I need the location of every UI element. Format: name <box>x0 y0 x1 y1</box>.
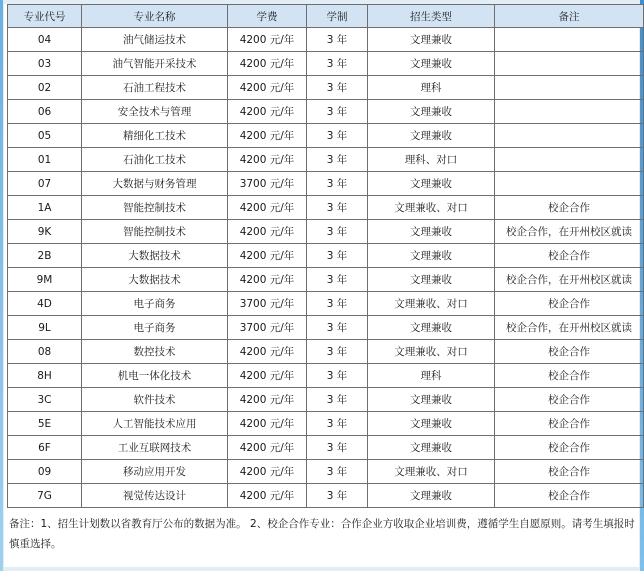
header-major-name: 专业名称 <box>82 5 228 28</box>
table-row <box>8 460 644 484</box>
cell-duration: 3 年 <box>307 436 368 460</box>
cell-duration: 3 年 <box>307 76 368 100</box>
table-row <box>8 196 644 220</box>
header-major-code: 专业代号 <box>8 5 82 28</box>
cell-remarks <box>495 100 644 124</box>
cell-remarks: 校企合作 <box>495 412 644 436</box>
cell-major-name: 油气储运技术 <box>82 28 228 52</box>
table-row <box>8 388 644 412</box>
cell-remarks: 校企合作，在开州校区就读 <box>495 268 644 292</box>
cell-enrollment-type: 文理兼收、对口 <box>368 292 495 316</box>
cell-enrollment-type: 文理兼收 <box>368 316 495 340</box>
cell-major-name: 智能控制技术 <box>82 220 228 244</box>
cell-remarks <box>495 76 644 100</box>
left-edge-decoration <box>0 0 3 571</box>
table-row <box>8 220 644 244</box>
cell-duration: 3 年 <box>307 484 368 508</box>
cell-major-code: 05 <box>8 124 82 148</box>
cell-enrollment-type: 文理兼收 <box>368 28 495 52</box>
cell-enrollment-type: 文理兼收 <box>368 412 495 436</box>
table-row <box>8 52 644 76</box>
cell-duration: 3 年 <box>307 460 368 484</box>
cell-major-name: 油气智能开采技术 <box>82 52 228 76</box>
cell-duration: 3 年 <box>307 388 368 412</box>
cell-remarks: 校企合作 <box>495 244 644 268</box>
cell-major-code: 04 <box>8 28 82 52</box>
header-tuition: 学费 <box>228 5 307 28</box>
cell-major-name: 机电一体化技术 <box>82 364 228 388</box>
cell-major-code: 7G <box>8 484 82 508</box>
cell-major-code: 08 <box>8 340 82 364</box>
cell-major-name: 工业互联网技术 <box>82 436 228 460</box>
cell-major-name: 大数据与财务管理 <box>82 172 228 196</box>
cell-major-code: 4D <box>8 292 82 316</box>
cell-enrollment-type: 文理兼收 <box>368 100 495 124</box>
table-row <box>8 76 644 100</box>
cell-enrollment-type: 文理兼收、对口 <box>368 340 495 364</box>
cell-duration: 3 年 <box>307 340 368 364</box>
cell-major-code: 5E <box>8 412 82 436</box>
table-row <box>8 28 644 52</box>
cell-duration: 3 年 <box>307 412 368 436</box>
cell-duration: 3 年 <box>307 316 368 340</box>
cell-major-name: 软件技术 <box>82 388 228 412</box>
cell-remarks <box>495 28 644 52</box>
cell-duration: 3 年 <box>307 148 368 172</box>
footnote: 备注：1、招生计划数以省教育厅公布的数据为准。 2、校企合作专业：合作企业方收取企业培训费，遵循学生自愿原则。请考生填报时慎重选择。 <box>9 518 635 550</box>
table-row <box>8 100 644 124</box>
table-row <box>8 364 644 388</box>
cell-major-name: 石油工程技术 <box>82 76 228 100</box>
cell-remarks: 校企合作 <box>495 436 644 460</box>
cell-tuition: 4200 元/年 <box>228 124 307 148</box>
cell-major-code: 2B <box>8 244 82 268</box>
cell-duration: 3 年 <box>307 124 368 148</box>
cell-tuition: 4200 元/年 <box>228 148 307 172</box>
table-row <box>8 244 644 268</box>
header-duration: 学制 <box>307 5 368 28</box>
cell-major-name: 移动应用开发 <box>82 460 228 484</box>
table-row <box>8 292 644 316</box>
cell-remarks <box>495 124 644 148</box>
majors-table <box>7 4 644 508</box>
cell-major-code: 03 <box>8 52 82 76</box>
table-row <box>8 340 644 364</box>
cell-tuition: 4200 元/年 <box>228 364 307 388</box>
header-remarks: 备注 <box>495 5 644 28</box>
cell-tuition: 4200 元/年 <box>228 340 307 364</box>
cell-tuition: 4200 元/年 <box>228 28 307 52</box>
cell-remarks: 校企合作 <box>495 196 644 220</box>
table-row <box>8 436 644 460</box>
cell-major-code: 1A <box>8 196 82 220</box>
cell-enrollment-type: 理科 <box>368 76 495 100</box>
cell-remarks: 校企合作 <box>495 292 644 316</box>
cell-duration: 3 年 <box>307 268 368 292</box>
cell-tuition: 4200 元/年 <box>228 268 307 292</box>
cell-major-code: 3C <box>8 388 82 412</box>
cell-major-code: 09 <box>8 460 82 484</box>
cell-major-name: 石油化工技术 <box>82 148 228 172</box>
cell-duration: 3 年 <box>307 52 368 76</box>
cell-major-code: 01 <box>8 148 82 172</box>
document-sheet <box>4 4 639 567</box>
cell-remarks <box>495 52 644 76</box>
cell-enrollment-type: 文理兼收 <box>368 268 495 292</box>
table-row <box>8 484 644 508</box>
cell-tuition: 4200 元/年 <box>228 244 307 268</box>
cell-major-code: 9K <box>8 220 82 244</box>
cell-tuition: 4200 元/年 <box>228 388 307 412</box>
cell-duration: 3 年 <box>307 364 368 388</box>
cell-major-name: 精细化工技术 <box>82 124 228 148</box>
cell-enrollment-type: 文理兼收 <box>368 124 495 148</box>
cell-tuition: 4200 元/年 <box>228 196 307 220</box>
cell-major-name: 电子商务 <box>82 316 228 340</box>
cell-remarks: 校企合作 <box>495 388 644 412</box>
cell-enrollment-type: 文理兼收 <box>368 52 495 76</box>
cell-major-name: 智能控制技术 <box>82 196 228 220</box>
cell-enrollment-type: 文理兼收 <box>368 388 495 412</box>
cell-major-code: 06 <box>8 100 82 124</box>
cell-enrollment-type: 文理兼收、对口 <box>368 460 495 484</box>
table-row <box>8 412 644 436</box>
cell-major-code: 6F <box>8 436 82 460</box>
cell-enrollment-type: 理科、对口 <box>368 148 495 172</box>
cell-tuition: 4200 元/年 <box>228 220 307 244</box>
cell-enrollment-type: 理科 <box>368 364 495 388</box>
cell-enrollment-type: 文理兼收 <box>368 172 495 196</box>
cell-tuition: 4200 元/年 <box>228 460 307 484</box>
table-row <box>8 316 644 340</box>
cell-duration: 3 年 <box>307 100 368 124</box>
cell-remarks: 校企合作 <box>495 340 644 364</box>
cell-major-code: 02 <box>8 76 82 100</box>
table-header-row <box>8 5 644 28</box>
cell-tuition: 4200 元/年 <box>228 76 307 100</box>
cell-enrollment-type: 文理兼收 <box>368 244 495 268</box>
table-body <box>8 28 644 508</box>
cell-tuition: 3700 元/年 <box>228 316 307 340</box>
header-enrollment-type: 招生类型 <box>368 5 495 28</box>
cell-tuition: 4200 元/年 <box>228 100 307 124</box>
cell-remarks: 校企合作 <box>495 364 644 388</box>
table-row <box>8 148 644 172</box>
table-row <box>8 124 644 148</box>
cell-major-name: 电子商务 <box>82 292 228 316</box>
cell-tuition: 4200 元/年 <box>228 52 307 76</box>
cell-major-name: 安全技术与管理 <box>82 100 228 124</box>
cell-tuition: 3700 元/年 <box>228 292 307 316</box>
cell-duration: 3 年 <box>307 172 368 196</box>
cell-remarks: 校企合作 <box>495 484 644 508</box>
cell-enrollment-type: 文理兼收 <box>368 436 495 460</box>
cell-duration: 3 年 <box>307 28 368 52</box>
cell-duration: 3 年 <box>307 292 368 316</box>
cell-major-name: 视觉传达设计 <box>82 484 228 508</box>
cell-enrollment-type: 文理兼收、对口 <box>368 196 495 220</box>
cell-duration: 3 年 <box>307 196 368 220</box>
cell-remarks <box>495 172 644 196</box>
cell-tuition: 3700 元/年 <box>228 172 307 196</box>
cell-duration: 3 年 <box>307 220 368 244</box>
cell-remarks <box>495 148 644 172</box>
cell-tuition: 4200 元/年 <box>228 436 307 460</box>
cell-remarks: 校企合作，在开州校区就读 <box>495 220 644 244</box>
cell-duration: 3 年 <box>307 244 368 268</box>
cell-major-code: 9L <box>8 316 82 340</box>
cell-enrollment-type: 文理兼收 <box>368 220 495 244</box>
cell-major-code: 07 <box>8 172 82 196</box>
cell-tuition: 4200 元/年 <box>228 412 307 436</box>
table-row <box>8 268 644 292</box>
cell-enrollment-type: 文理兼收 <box>368 484 495 508</box>
cell-major-name: 数控技术 <box>82 340 228 364</box>
cell-major-name: 大数据技术 <box>82 244 228 268</box>
cell-remarks: 校企合作，在开州校区就读 <box>495 316 644 340</box>
cell-major-code: 8H <box>8 364 82 388</box>
table-row <box>8 172 644 196</box>
cell-major-name: 人工智能技术应用 <box>82 412 228 436</box>
cell-tuition: 4200 元/年 <box>228 484 307 508</box>
cell-major-name: 大数据技术 <box>82 268 228 292</box>
cell-remarks: 校企合作 <box>495 460 644 484</box>
cell-major-code: 9M <box>8 268 82 292</box>
